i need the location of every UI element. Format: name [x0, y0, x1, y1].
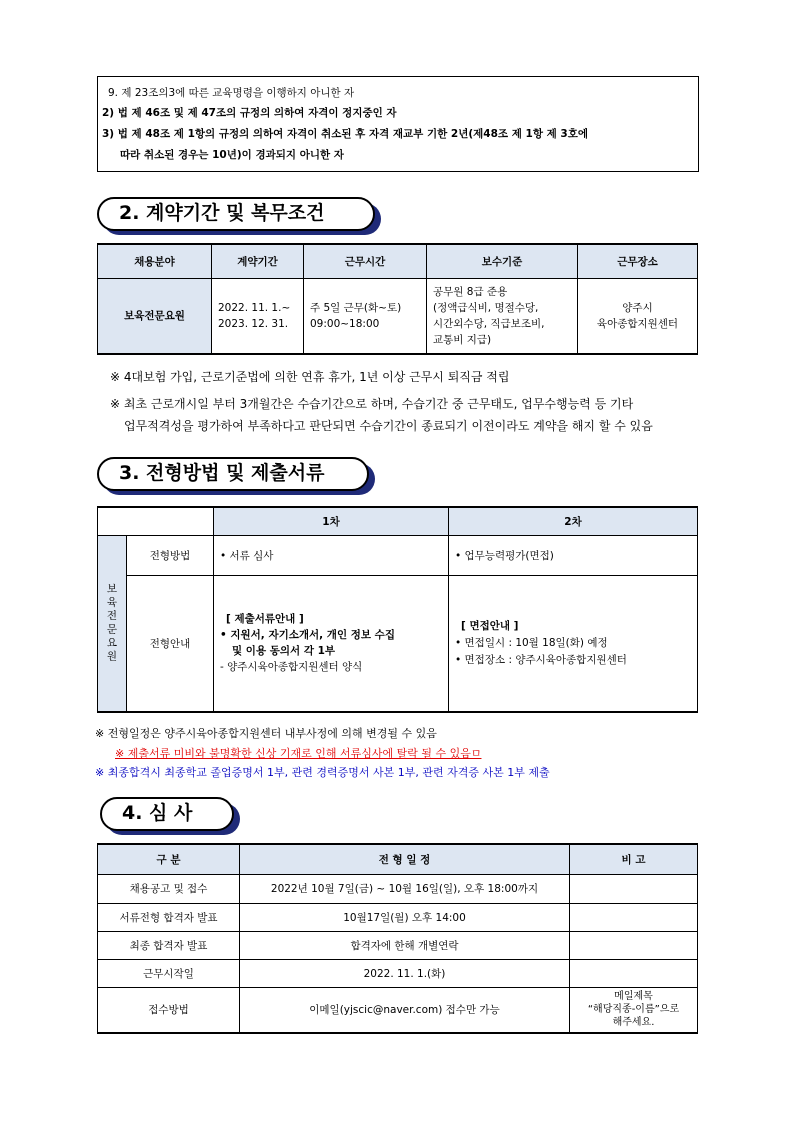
row-remark	[570, 903, 698, 931]
row-label: 최종 합격자 발표	[98, 931, 240, 959]
docs-line-2: 및 이용 동의서 각 1부	[232, 645, 336, 658]
cell-period	[212, 278, 304, 354]
row-schedule: 2022. 11. 1.(화)	[240, 959, 570, 987]
hours-time: 09:00~18:00	[310, 317, 380, 330]
selection-table	[97, 506, 698, 713]
remark-line-2: “해당직종-이름”으로	[587, 1004, 680, 1016]
hours-days: 주 5일 근무(화~토)	[310, 301, 402, 314]
pay-line-2: (정액급식비, 명절수당,	[433, 301, 539, 314]
cell-hours	[304, 278, 427, 354]
pay-line-1: 공무원 8급 준용	[433, 285, 508, 298]
remark-line-3: 해주세요.	[612, 1017, 655, 1029]
remark-line-1: 메일제목	[614, 991, 653, 1003]
header-hours: 근무시간	[304, 244, 427, 278]
row-schedule: 10월17일(월) 오후 14:00	[240, 903, 570, 931]
place-line-1: 양주시	[622, 301, 653, 314]
corner-cell	[98, 507, 214, 535]
table-row	[98, 959, 698, 987]
row-remark	[570, 987, 698, 1033]
section2-note-3: 업무적격성을 평가하여 부족하다고 판단되면 수습기간이 종료되기 이전이라도 계약을 해지 할 수 있음	[124, 419, 653, 433]
qualification-line-3a: 3) 법 제 48조 제 1항의 규정의 의하여 자격이 취소된 후 자격 재교부 기한 2년(제48조 제 1항 제 3호에	[102, 128, 589, 140]
section2-title: 2. 계약기간 및 복무조건	[97, 197, 375, 231]
header-field: 채용분야	[98, 244, 212, 278]
schedule-table	[97, 843, 698, 1034]
method-label: 전형방법	[127, 535, 214, 575]
section2-note-2: ※ 최초 근로개시일 부터 3개월간은 수습기간으로 하며, 수습기간 중 근무태도, 업무수행능력 등 기타	[110, 397, 634, 411]
section3-note-2: ※ 제출서류 미비와 불명확한 신상 기재로 인해 서류심사에 탈락 될 수 있음ㅁ	[115, 747, 482, 760]
section3-note-1: ※ 전형일정은 양주시육아종합지원센터 내부사정에 의해 변경될 수 있음	[95, 727, 437, 740]
row-label: 근무시작일	[98, 959, 240, 987]
method-round-1: • 서류 심사	[214, 535, 449, 575]
section3-heading	[97, 457, 369, 491]
method-round-2: • 업무능력평가(면접)	[449, 535, 698, 575]
guide-round-1	[214, 575, 449, 712]
row-remark	[570, 931, 698, 959]
row-schedule: 이메일(yjscic@naver.com) 접수만 가능	[240, 987, 570, 1033]
docs-line-1: • 지원서, 자기소개서, 개인 정보 수집	[220, 629, 395, 642]
guide-label: 전형안내	[127, 575, 214, 712]
pay-line-4: 교통비 지급)	[433, 333, 492, 346]
cell-field: 보육전문요원	[98, 278, 212, 354]
cell-pay	[427, 278, 578, 354]
table-row	[98, 931, 698, 959]
table-row	[98, 903, 698, 931]
docs-line-3: - 양주시육아종합지원센터 양식	[220, 661, 363, 674]
cell-place	[578, 278, 698, 354]
qualification-line-3b: 따라 취소된 경우는 10년)이 경과되지 아니한 자	[120, 149, 344, 161]
header-pay: 보수기준	[427, 244, 578, 278]
header-round-2: 2차	[449, 507, 698, 535]
header-period: 계약기간	[212, 244, 304, 278]
table-row	[98, 987, 698, 1033]
header-round-1: 1차	[214, 507, 449, 535]
pay-line-3: 시간외수당, 직급보조비,	[433, 317, 545, 330]
contract-table	[97, 243, 698, 355]
row-label: 채용공고 및 접수	[98, 874, 240, 903]
row-remark	[570, 959, 698, 987]
section3-title: 3. 전형방법 및 제출서류	[97, 457, 369, 491]
header-remark: 비 고	[570, 844, 698, 874]
table-row	[98, 874, 698, 903]
section2-heading	[97, 197, 375, 231]
interview-line-2: • 면접장소 : 양주시육아종합지원센터	[455, 653, 627, 666]
qualification-box	[97, 76, 699, 172]
section4-heading	[100, 797, 234, 831]
row-label: 서류전형 합격자 발표	[98, 903, 240, 931]
header-place: 근무장소	[578, 244, 698, 278]
interview-line-1: • 면접일시 : 10월 18일(화) 예정	[455, 636, 608, 649]
row-remark	[570, 874, 698, 903]
interview-title: [ 면접안내 ]	[461, 619, 519, 632]
section4-title: 4. 심 사	[100, 797, 234, 831]
side-label: 보육전문요원	[98, 535, 127, 712]
qualification-line-9: 9. 제 23조의3에 따른 교육명령을 이행하지 아니한 자	[108, 87, 355, 99]
section2-note-1: ※ 4대보험 가입, 근로기준법에 의한 연휴 휴가, 1년 이상 근무시 퇴직금 적립	[110, 370, 510, 384]
place-line-2: 육아종합지원센터	[596, 317, 679, 330]
period-start: 2022. 11. 1.~	[218, 301, 291, 314]
guide-round-2	[449, 575, 698, 712]
row-schedule: 2022년 10월 7일(금) ~ 10월 16일(일), 오후 18:00까지	[240, 874, 570, 903]
period-end: 2023. 12. 31.	[218, 317, 289, 330]
row-schedule: 합격자에 한해 개별연락	[240, 931, 570, 959]
docs-title: [ 제출서류안내 ]	[226, 613, 304, 626]
header-category: 구 분	[98, 844, 240, 874]
row-label: 접수방법	[98, 987, 240, 1033]
header-schedule: 전 형 일 정	[240, 844, 570, 874]
qualification-line-2: 2) 법 제 46조 및 제 47조의 규정의 의하여 자격이 정지중인 자	[102, 107, 397, 119]
section3-note-3: ※ 최종합격시 최종학교 졸업증명서 1부, 관련 경력증명서 사본 1부, 관련 자격증 사본 1부 제출	[95, 766, 550, 779]
